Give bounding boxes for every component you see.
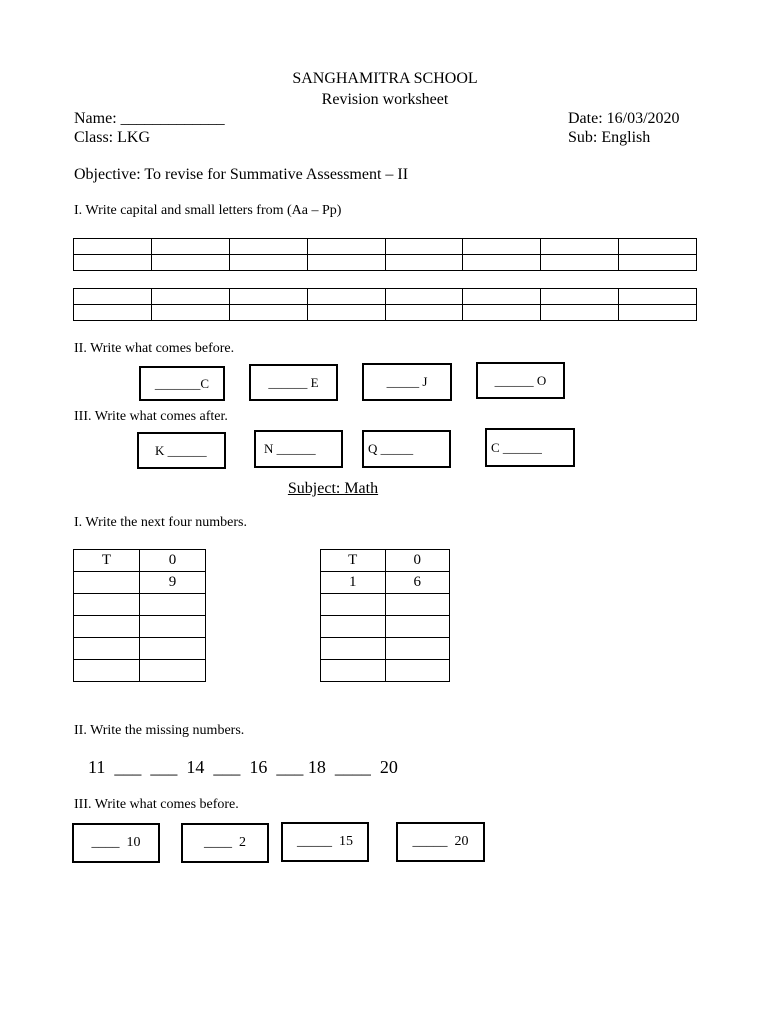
before-box-2: ______ E (249, 364, 338, 401)
subject-label: Sub: English (568, 129, 651, 146)
math-heading: Subject: Math (287, 480, 379, 497)
math-before-box-3: _____ 15 (281, 822, 369, 862)
math-before-box-2: ____ 2 (181, 823, 269, 863)
school-name: SANGHAMITRA SCHOOL (292, 70, 478, 87)
tens-ones-table-1 (73, 549, 206, 682)
after-box-3: Q _____ (362, 430, 451, 468)
math-question-2: II. Write the missing numbers. (74, 723, 245, 738)
name-field: Name: _____________ (74, 110, 225, 127)
english-question-1: I. Write capital and small letters from (Aa – Pp) (74, 203, 342, 218)
before-box-3: _____ J (362, 363, 452, 401)
table1-cell-9: 9 (140, 572, 206, 594)
after-box-2: N ______ (254, 430, 343, 468)
math-question-1: I. Write the next four numbers. (74, 515, 247, 530)
table1-header-t: T (74, 550, 140, 572)
math-before-box-4: _____ 20 (396, 822, 485, 862)
table2-header-o: 0 (385, 550, 450, 572)
math-before-box-1: ____ 10 (72, 823, 160, 863)
before-box-4: ______ O (476, 362, 565, 399)
english-question-2: II. Write what comes before. (74, 341, 235, 356)
table1-header-o: 0 (140, 550, 206, 572)
table2-header-t: T (321, 550, 386, 572)
tens-ones-table-2 (320, 549, 450, 682)
english-question-3: III. Write what comes after. (74, 409, 228, 424)
missing-number-sequence: 11 ___ ___ 14 ___ 16 ___ 18 ____ 20 (88, 757, 398, 777)
table2-cell-1: 1 (321, 572, 386, 594)
worksheet-subtitle: Revision worksheet (321, 91, 449, 108)
date-label: Date: 16/03/2020 (568, 110, 680, 127)
objective: Objective: To revise for Summative Assessment – II (74, 166, 409, 183)
after-box-4: C ______ (485, 428, 575, 467)
before-box-1: _______C (139, 366, 225, 401)
class-label: Class: LKG (74, 129, 150, 146)
after-box-1: K ______ (137, 432, 226, 469)
math-question-3: III. Write what comes before. (74, 797, 239, 812)
letters-grid-2 (73, 288, 697, 321)
letters-grid-1 (73, 238, 697, 271)
table2-cell-6: 6 (385, 572, 450, 594)
